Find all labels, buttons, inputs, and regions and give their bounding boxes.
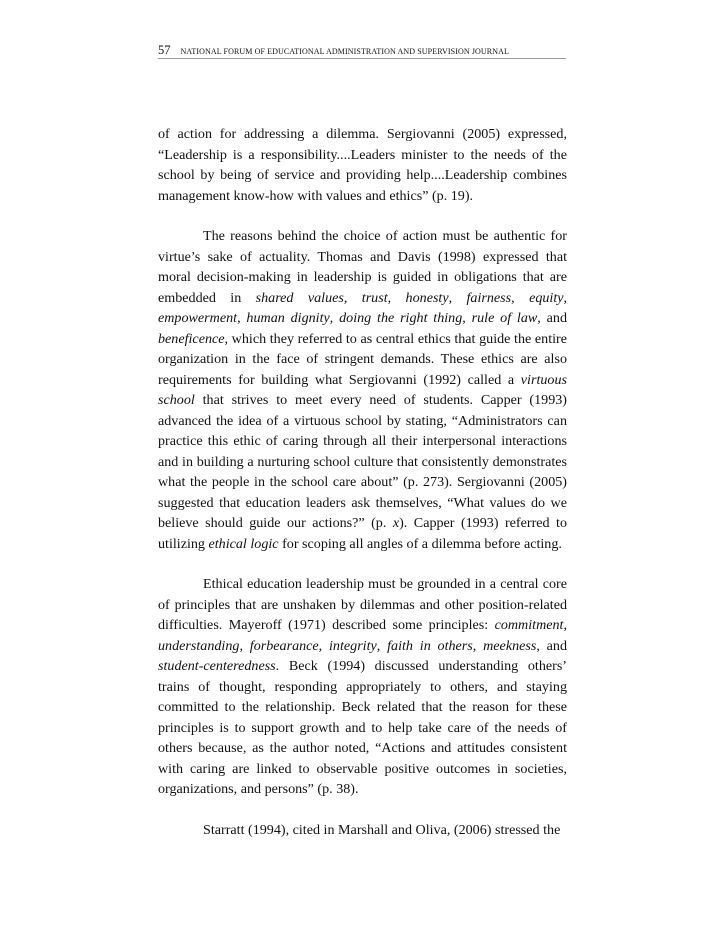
text-run: , — [472, 637, 484, 654]
italic-term: student-centeredness — [158, 658, 276, 674]
italic-term: understanding — [158, 637, 240, 654]
italic-term: honesty — [405, 289, 449, 306]
italic-term: faith in others — [387, 637, 473, 654]
text-run: , — [387, 289, 406, 306]
text-run: , — [239, 637, 250, 654]
text-run: . Beck (1994) discussed understanding others’ trains of thought, responding appropriately to others, and staying committed to the relationship. Beck related that the reason for these principles is to support growth and to help take care of the needs of others because, as the author noted, “Actions and attitudes consistent with caring are linked to observable positive outcomes in societies, organizations, and persons” (p. 38). — [158, 658, 567, 797]
text-run: of action for addressing a dilemma. Sergiovanni (2005) expressed, “Leadership is a responsibility....Leaders minister to the needs of the school by being of service and providing help....Leadership combines management know-how with values and ethics” (p. 19). — [158, 126, 567, 204]
text-run: , — [511, 289, 530, 306]
italic-term: commitment — [494, 617, 564, 633]
italic-term: fairness — [466, 289, 512, 306]
italic-term: beneficence — [158, 330, 225, 347]
italic-term: rule of law — [471, 310, 538, 326]
text-run: , — [318, 637, 330, 654]
text-run: Ethical education leadership must be grounded in a central core of principles that are unshaken by dilemmas and other position-related difficulties. Mayeroff (1971) described some principles: — [158, 576, 567, 633]
italic-term: equity — [529, 289, 564, 306]
italic-term: trust — [361, 289, 388, 306]
running-header — [158, 41, 566, 59]
text-run: , — [563, 289, 568, 306]
text-run: , — [462, 310, 472, 326]
italic-term: ethical logic — [208, 535, 279, 552]
text-run: , — [237, 310, 247, 326]
text-run: , — [376, 637, 388, 654]
italic-term: doing the right thing — [339, 310, 463, 326]
paragraph — [158, 574, 567, 800]
text-run: for scoping all angles of a dilemma before acting. — [278, 535, 562, 552]
italic-term: human dignity — [246, 310, 330, 326]
italic-term: forbearance — [249, 637, 319, 654]
italic-term: meekness — [483, 637, 537, 654]
text-run: , and — [536, 637, 568, 654]
text-run: The reasons behind the choice of action must be authentic for virtue’s sake of actuality. Thomas and Davis (1998) expressed that moral decision-making in leadership is guided in obligations that are embedded in — [158, 228, 567, 306]
page-number: 57 — [158, 43, 171, 57]
text-run: , which they referred to as central ethics that guide the entire organization in the face of stringent demands. These ethics are also requirements for building what Sergiovanni (1992) called a — [158, 330, 567, 388]
text-run: , — [563, 617, 567, 633]
italic-term: integrity — [329, 637, 377, 654]
text-run: , and — [537, 310, 567, 326]
italic-term: empowerment — [158, 310, 238, 326]
italic-term: shared values — [255, 289, 344, 306]
text-run: , — [448, 289, 467, 306]
journal-title: NATIONAL FORUM OF EDUCATIONAL ADMINISTRATION AND SUPERVISION JOURNAL — [180, 47, 509, 56]
text-run: , — [343, 289, 362, 306]
text-run: Starratt (1994), cited in Marshall and Oliva, (2006) stressed the — [203, 821, 561, 838]
paragraph — [158, 124, 567, 206]
paragraph — [158, 820, 567, 841]
text-run: , — [329, 310, 340, 326]
paragraph — [158, 226, 567, 554]
italic-term: virtuous school — [158, 371, 567, 408]
article-body — [158, 124, 567, 840]
text-run: that strives to meet every need of students. Capper (1993) advanced the idea of a virtuous school by stating, “Administrators can practice this ethic of caring through all their interpersonal interactions and in building a nurturing school culture that consistently demonstrates what the people in the school care about” (p. 273). Sergiovanni (2005) suggested that education leaders ask themselves, “What values do we believe should guide our actions?” (p. — [158, 392, 567, 531]
italic-term: x — [392, 515, 400, 531]
text-run: ). Capper (1993) referred to utilizing — [158, 515, 567, 552]
